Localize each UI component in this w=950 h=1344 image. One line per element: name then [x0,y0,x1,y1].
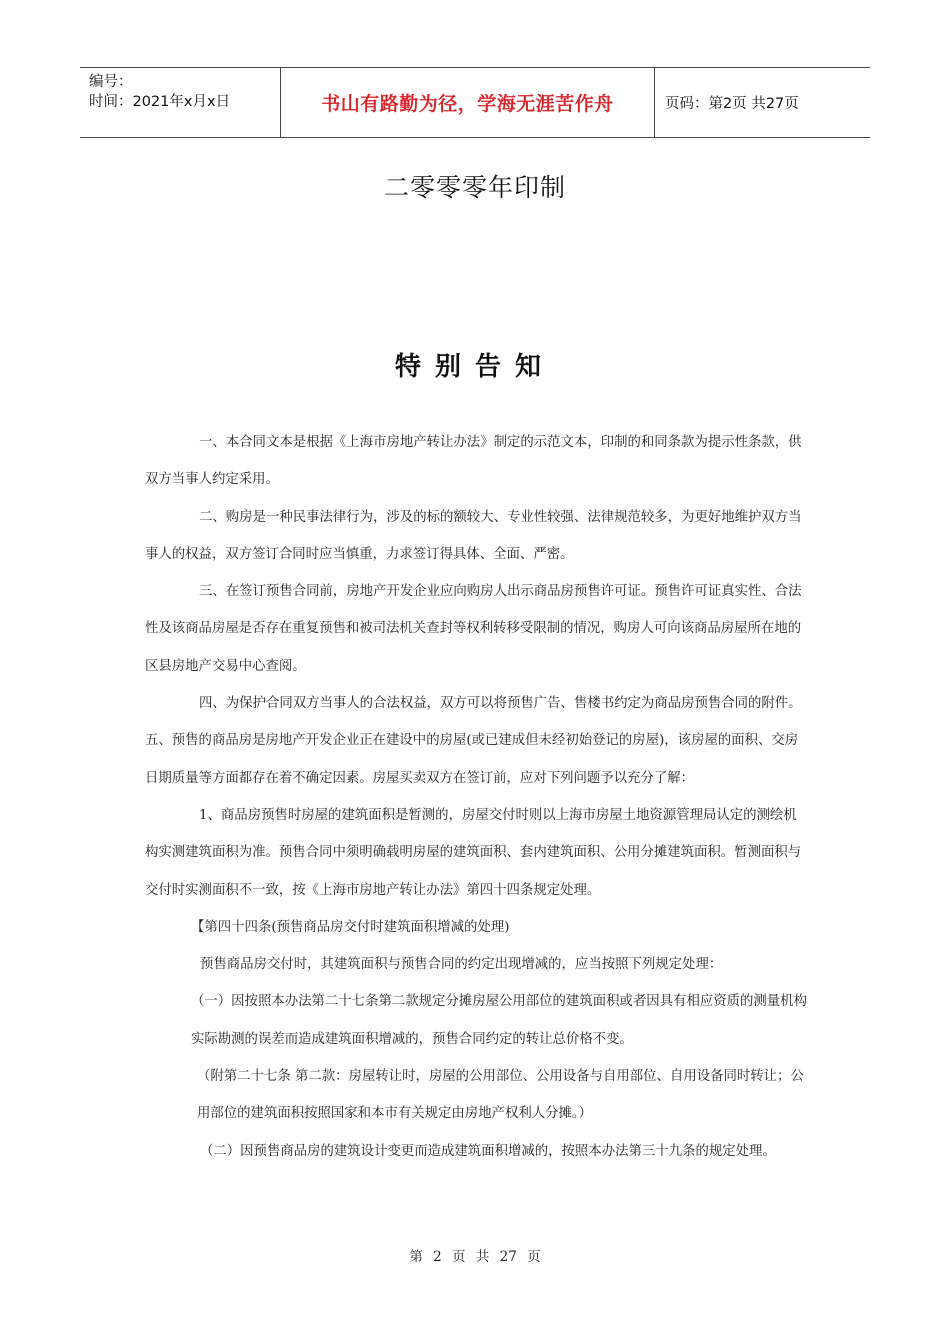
paragraph-7: 【第四十四条(预售商品房交付时建筑面积增减的处理) [191,919,510,935]
paragraph-4: 四、为保护合同双方当事人的合法权益，双方可以将预售广告、售楼书约定为商品房预售合同的附件。 [199,696,802,712]
paragraph-10-text: （附第二十七条 第二款：房屋转让时，房屋的公用部位、公用设备与自用部位、自用设备同时转让；公用部位的建筑面积按照国家和本市有关规定由房地产权利人分摊。） [197,1069,804,1122]
paragraph-6: 1、商品房预售时房屋的建筑面积是暂测的，房屋交付时则以上海市房屋土地资源管理局认定的测绘机构实测建筑面积为准。预售合同中须明确载明房屋的建筑面积、套内建筑面积、公用分摊建筑面积。暂测面积与交付时实测面积不一致，按《上海市房地产转让办法》第四十四条规定处理。 [145,807,802,898]
paragraph-11: （二）因预售商品房的建筑设计变更而造成建筑面积增减的，按照本办法第三十九条的规定处理。 [200,1143,776,1159]
number-label: 编号： [89,74,133,90]
time-label: 时间：2021年x月x日 [89,94,231,110]
paragraph-3: 三、在签订预售合同前，房地产开发企业应向购房人出示商品房预售许可证。预售许可证真实性、合法性及该商品房屋是否存在重复预售和被司法机关查封等权利转移受限制的情况，购房人可向该商品房屋所在地的区县房地产交易中心查阅。 [145,584,802,674]
header-page-code: 页码：第2页 共27页 [665,96,799,112]
paragraph-10 [145,1058,807,1133]
page-footer: 第 2 页 共 27 页 [409,1249,541,1265]
paragraph-5: 五、预售的商品房是房地产开发企业正在建设中的房屋(或已建成但未经初始登记的房屋)，该房屋的面积、交房日期质量等方面都存在着不确定因素。房屋买卖双方在签订前，应对下列问题予以充分了解： [145,733,799,786]
paragraph-9-text: （一）因按照本办法第二十七条第二款规定分摊房屋公用部位的建筑面积或者因具有相应资质的测量机构实际勘测的误差而造成建筑面积增减的，预售合同约定的转让总价格不变。 [191,994,807,1047]
document-title: 特别告知 [394,352,555,382]
paragraph-2: 二、购房是一种民事法律行为，涉及的标的额较大、专业性较强、法律规范较多，为更好地维护双方当事人的权益，双方签订合同时应当慎重，力求签订得具体、全面、严密。 [145,509,802,562]
header-motto: 书山有路勤为径，学海无涯苦作舟 [281,68,655,137]
document-body [145,424,807,1170]
paragraph-8: 预售商品房交付时，其建筑面积与预售合同的约定出现增减的，应当按照下列规定处理： [200,957,723,973]
print-line: 二零零零年印制 [383,173,566,202]
header-meta [80,68,281,137]
paragraph-9 [145,983,807,1058]
paragraph-1: 一、本合同文本是根据《上海市房地产转让办法》制定的示范文本，印制的和同条款为提示性条款，供双方当事人约定采用。 [145,435,802,488]
page-header [80,67,870,138]
